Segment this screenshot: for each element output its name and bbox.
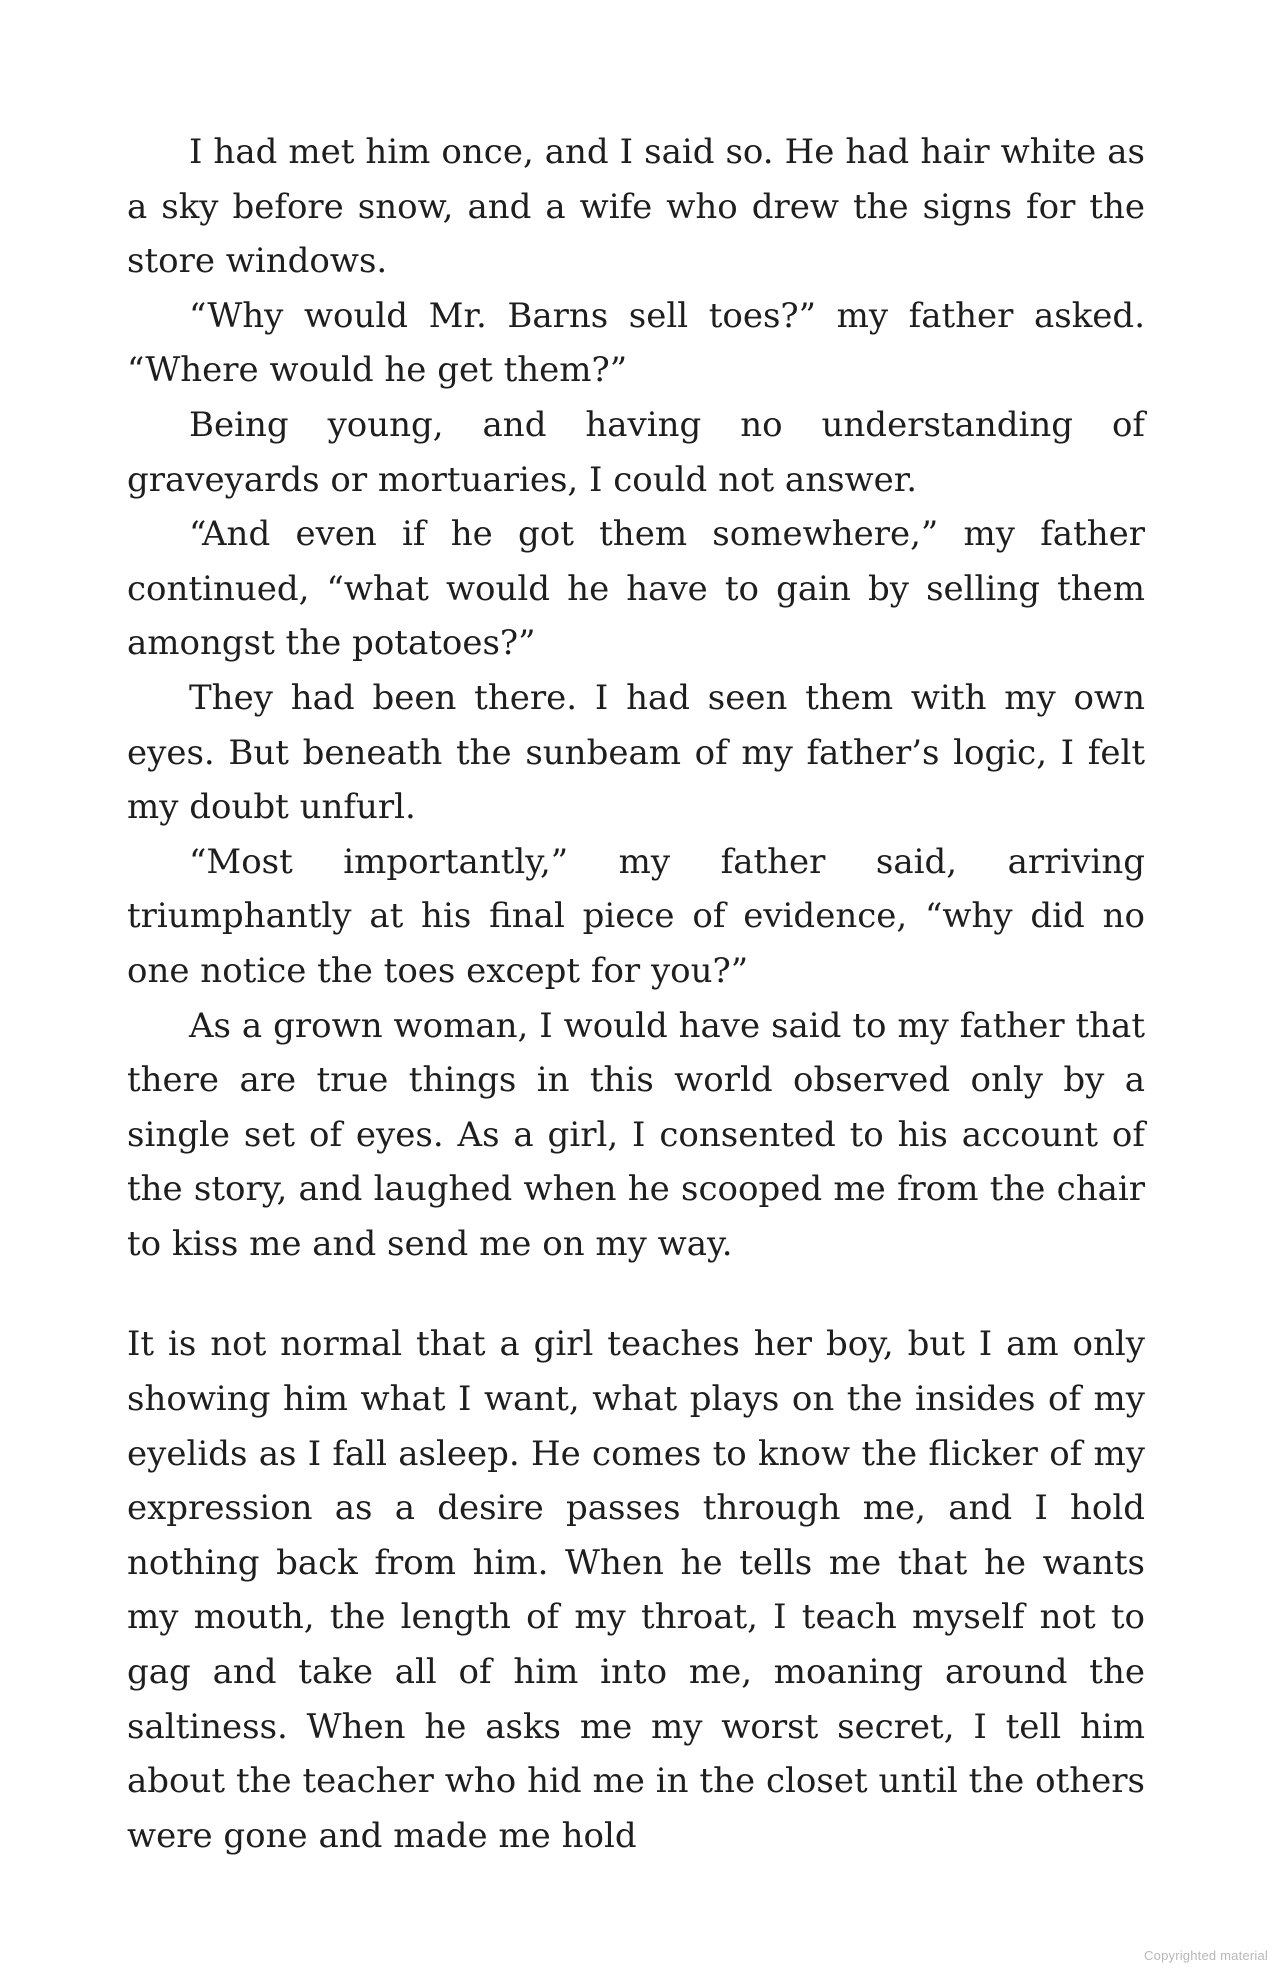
paragraph: “Why would Mr. Barns sell toes?” my father asked. “Where would he get them?” (127, 295, 1145, 391)
paragraph: I had met him once, and I said so. He had hair white as a sky before snow, and a wife who drew the signs for the store windows. (127, 132, 1145, 282)
book-page (127, 125, 1145, 1863)
paragraph: They had been there. I had seen them with my own eyes. But beneath the sunbeam of my father’s logic, I felt my doubt unfurl. (127, 677, 1145, 828)
paragraph: “And even if he got them somewhere,” my father continued, “what would he have to gain by selling them amongst the potatoes?” (127, 514, 1145, 664)
section-break (127, 1271, 1145, 1317)
paragraph: “Most importantly,” my father said, arriving triumphantly at his final piece of evidence, “why did no one notice the toes except for you?” (127, 841, 1145, 991)
copyright-watermark: Copyrighted material (1144, 1948, 1268, 1963)
paragraph: Being young, and having no understanding of graveyards or mortuaries, I could not answer. (127, 404, 1145, 500)
paragraph: It is not normal that a girl teaches her boy, but I am only showing him what I want, what plays on the insides of my eyelids as I fall asleep. He comes to know the flicker of my expression as a desire passes through me, and I hold nothing back from him. When he tells me that he wants my mouth, the length of my throat, I teach myself not to gag and take all of him into me, moaning around the saltiness. When he asks me my worst secret, I tell him about the teacher who hid me in the closet until the others were gone and made me hold (127, 1324, 1145, 1856)
paragraph: As a grown woman, I would have said to my father that there are true things in this world observed only by a single set of eyes. As a girl, I consented to his account of the story, and laughed when he scooped me from the chair to kiss me and send me on my way. (127, 1005, 1145, 1264)
